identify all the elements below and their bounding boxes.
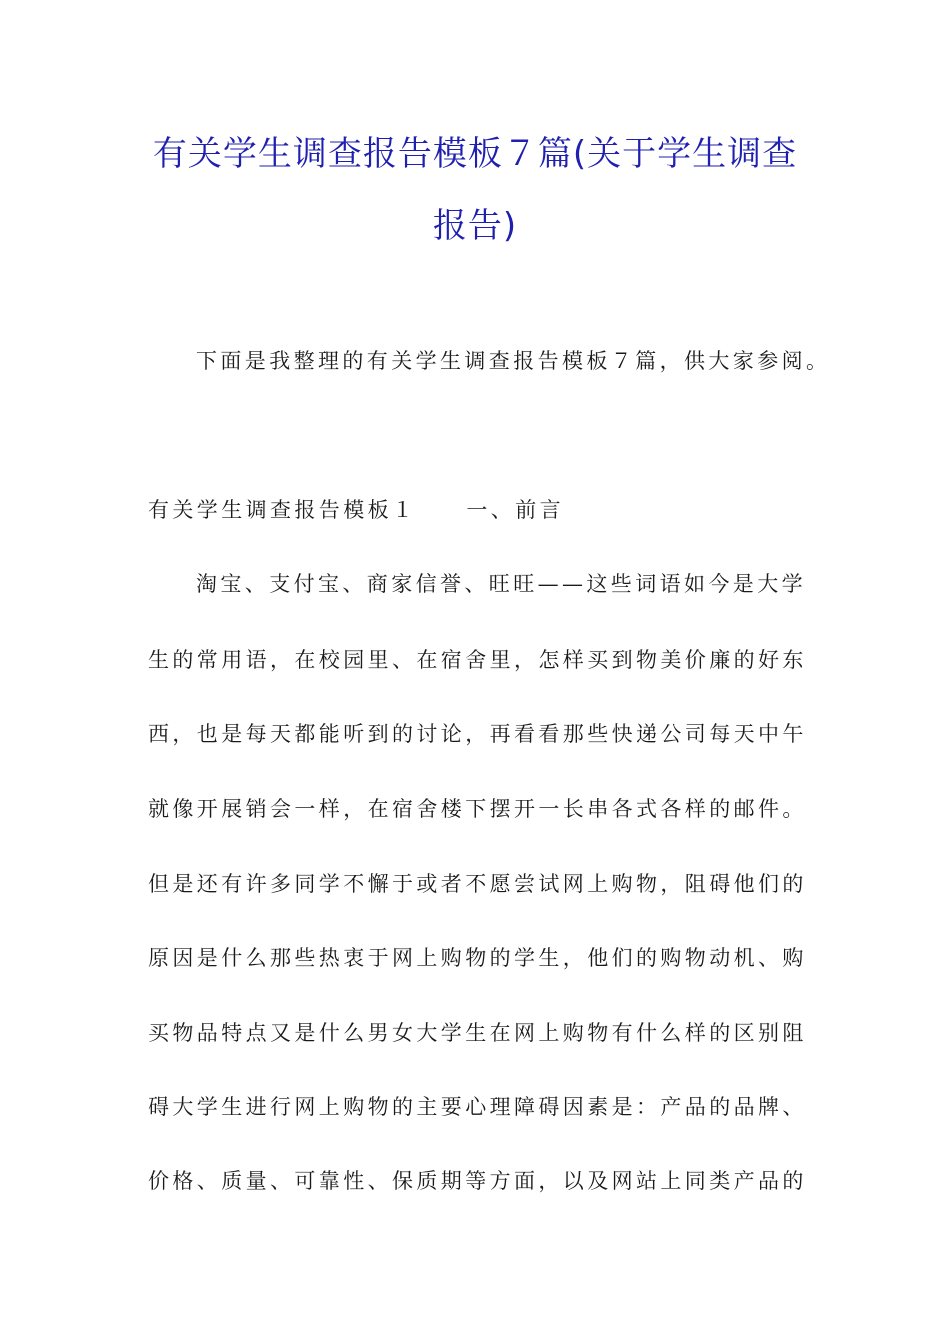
document-title-line-1: 有关学生调查报告模板７篇(关于学生调查 xyxy=(152,134,798,174)
body-line: 碍大学生进行网上购物的主要心理障碍因素是：产品的品牌、 xyxy=(148,1095,807,1119)
subheading: 一、前言 xyxy=(466,498,565,522)
section-heading-row xyxy=(148,496,808,524)
body-line: 买物品特点又是什么男女大学生在网上购物有什么样的区别阻 xyxy=(148,1021,807,1045)
body-line: 但是还有许多同学不懈于或者不愿尝试网上购物，阻碍他们的 xyxy=(148,872,807,896)
section-heading: 有关学生调查报告模板１ xyxy=(148,498,417,522)
body-line: 价格、质量、可靠性、保质期等方面，以及网站上同类产品的 xyxy=(148,1169,807,1193)
intro-paragraph: 下面是我整理的有关学生调查报告模板７篇，供大家参阅。 xyxy=(196,349,831,373)
body-line: 原因是什么那些热衷于网上购物的学生，他们的购物动机、购 xyxy=(148,946,807,970)
body-line: 就像开展销会一样，在宿舍楼下摆开一长串各式各样的邮件。 xyxy=(148,797,807,821)
body-line: 西，也是每天都能听到的讨论，再看看那些快递公司每天中午 xyxy=(148,722,807,746)
document-title-line-2: 报告) xyxy=(432,206,518,246)
body-line: 生的常用语，在校园里、在宿舍里，怎样买到物美价廉的好东 xyxy=(148,648,807,672)
body-line: 淘宝、支付宝、商家信誉、旺旺——这些词语如今是大学 xyxy=(196,572,806,596)
